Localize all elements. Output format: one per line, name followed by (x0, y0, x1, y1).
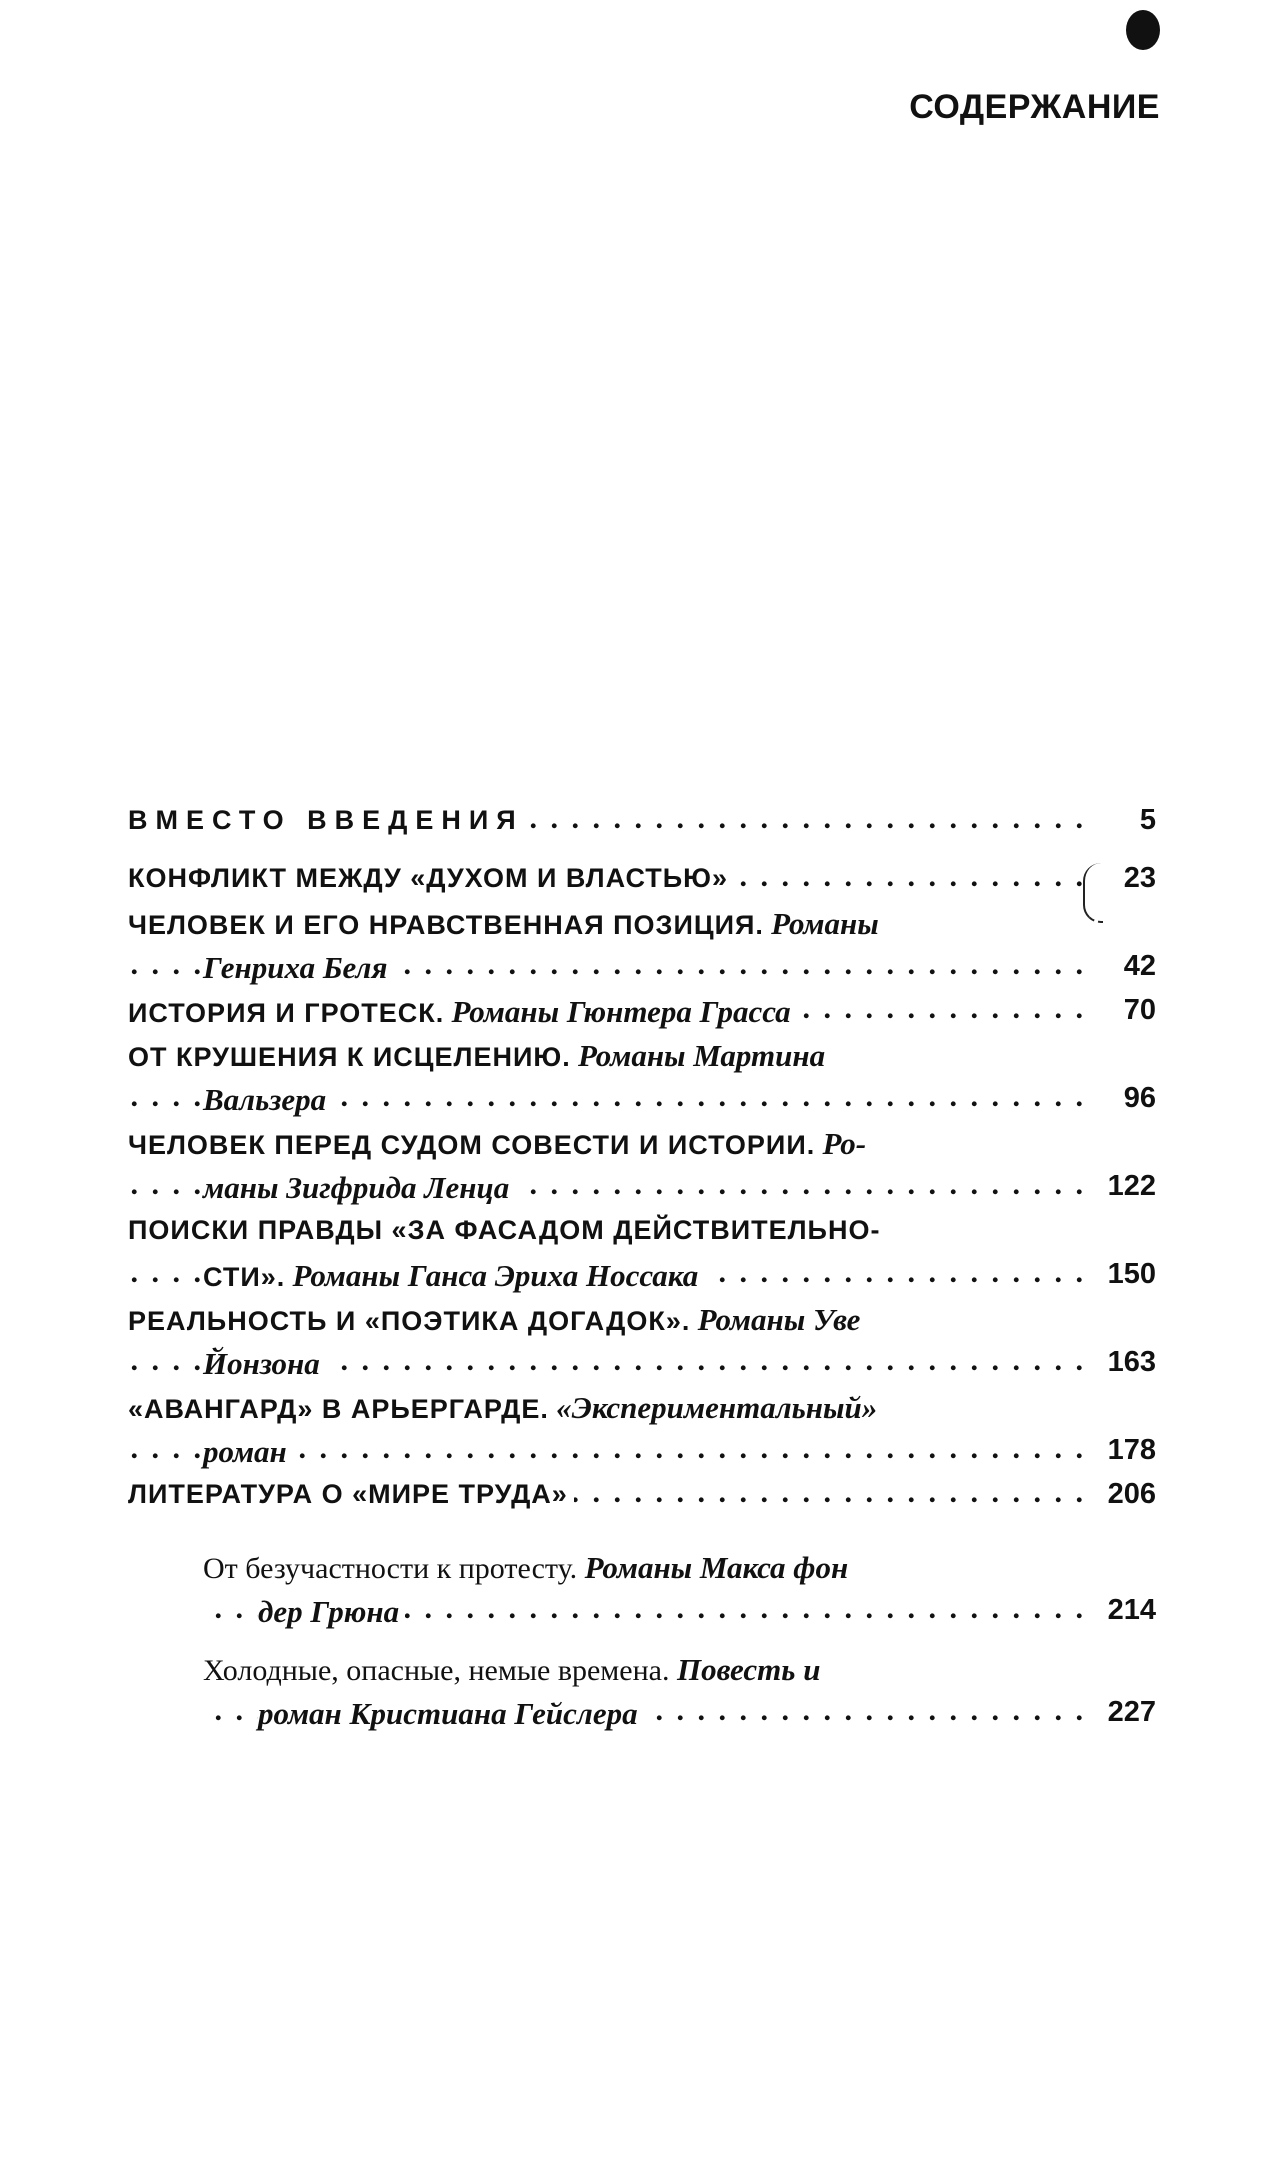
toc-entry[interactable] (128, 1208, 1156, 1296)
toc-page-number: 23 (1118, 862, 1156, 895)
toc-entry-italic: дер Грюна (258, 1594, 400, 1629)
toc-entry-italic: маны Зигфрида Ленца (203, 1170, 510, 1205)
toc-entry-title (128, 1038, 831, 1074)
toc-page-number: 122 (1102, 1170, 1156, 1203)
page-title: СОДЕРЖАНИЕ (909, 88, 1160, 126)
toc-sub-entry[interactable] (203, 1646, 1156, 1734)
toc-page-number: 178 (1102, 1434, 1156, 1467)
toc-entry-title (128, 1214, 886, 1247)
toc-entry-italic: Йонзона (203, 1346, 320, 1381)
toc-entry-caps: ПОИСКИ ПРАВДЫ «ЗА ФАСАДОМ ДЕЙСТВИТЕЛЬНО- (128, 1215, 881, 1245)
toc-entry-title (128, 1390, 883, 1426)
toc-entry-caps: РЕАЛЬНОСТЬ И «ПОЭТИКА ДОГАДОК». (128, 1306, 691, 1336)
toc-entry-italic: Повесть и (676, 1652, 821, 1687)
toc-entry-italic: Романы Ганса Эриха Носсака (292, 1258, 699, 1293)
toc-page-number: 96 (1118, 1082, 1156, 1115)
toc-entry-caps: КОНФЛИКТ МЕЖДУ «ДУХОМ И ВЛАСТЬЮ» (128, 863, 729, 893)
toc-entry[interactable] (128, 856, 1156, 900)
toc-entry-roman: От безучастности к протесту. (203, 1552, 578, 1585)
toc-page-number: 70 (1118, 994, 1156, 1027)
toc-entry-caps: СТИ». (203, 1262, 286, 1292)
toc-entry-title (128, 906, 885, 942)
toc-entry[interactable] (128, 1296, 1156, 1384)
toc-entry-title (128, 1302, 866, 1338)
toc-entry[interactable] (128, 1120, 1156, 1208)
toc-entry-italic: «Экспериментальный» (556, 1390, 878, 1425)
toc-entry-caps: ОТ КРУШЕНИЯ К ИСЦЕЛЕНИЮ. (128, 1042, 571, 1072)
toc-entry-italic: Ро- (822, 1126, 867, 1161)
toc-entry-title (128, 1478, 574, 1511)
toc-entry-caps: ЧЕЛОВЕК ПЕРЕД СУДОМ СОВЕСТИ И ИСТОРИИ. (128, 1130, 816, 1160)
toc-sub-entry[interactable] (203, 1544, 1156, 1632)
toc-entry-roman: Холодные, опасные, немые времена. (203, 1654, 670, 1687)
toc-entry-caps: «АВАНГАРД» В АРЬЕРГАРДЕ. (128, 1394, 549, 1424)
toc-entry-italic: роман Кристиана Гейслера (258, 1696, 638, 1731)
corner-ink-mark (1126, 10, 1160, 50)
toc-entry-italic: Романы Мартина (577, 1038, 826, 1073)
toc-entry-italic: роман (203, 1434, 287, 1469)
toc-page-number: 214 (1102, 1594, 1156, 1627)
toc-page-number: 5 (1134, 804, 1156, 837)
toc-entry-caps: ИСТОРИЯ И ГРОТЕСК. (128, 998, 445, 1028)
toc-entry-title (128, 994, 797, 1030)
toc-entry-italic: Генриха Беля (203, 950, 388, 985)
toc-page-number: 206 (1102, 1478, 1156, 1511)
toc-entry-title (128, 804, 530, 837)
toc-entry-caps: ЧЕЛОВЕК И ЕГО НРАВСТВЕННАЯ ПОЗИЦИЯ. (128, 910, 764, 940)
toc-entry-italic: Романы Макса фон (584, 1550, 849, 1585)
toc-page-number: 150 (1102, 1258, 1156, 1291)
toc-entry-caps: ЛИТЕРАТУРА О «МИРЕ ТРУДА» (128, 1479, 568, 1509)
toc-entry-caps: ВМЕСТО ВВЕДЕНИЯ (128, 805, 524, 835)
toc-entry[interactable] (128, 900, 1156, 988)
table-of-contents (128, 798, 1156, 1734)
toc-entry[interactable] (128, 1384, 1156, 1472)
toc-entry[interactable] (128, 1472, 1156, 1516)
toc-entry-title (128, 862, 734, 895)
toc-page-number: 163 (1102, 1346, 1156, 1379)
toc-entry-title (128, 1126, 872, 1162)
toc-entry-italic: Романы (771, 906, 879, 941)
toc-entry[interactable] (128, 798, 1156, 842)
toc-page-number: 42 (1118, 950, 1156, 983)
toc-entry[interactable] (128, 988, 1156, 1032)
toc-entry-italic: Романы Гюнтера Грасса (451, 994, 791, 1029)
toc-page-number: 227 (1102, 1696, 1156, 1729)
toc-entry-title (203, 1652, 826, 1688)
toc-entry-italic: Вальзера (203, 1082, 327, 1117)
toc-entry-title (203, 1550, 854, 1586)
toc-entry-italic: Романы Уве (697, 1302, 861, 1337)
toc-entry[interactable] (128, 1032, 1156, 1120)
toc-subsection (203, 1544, 1156, 1734)
